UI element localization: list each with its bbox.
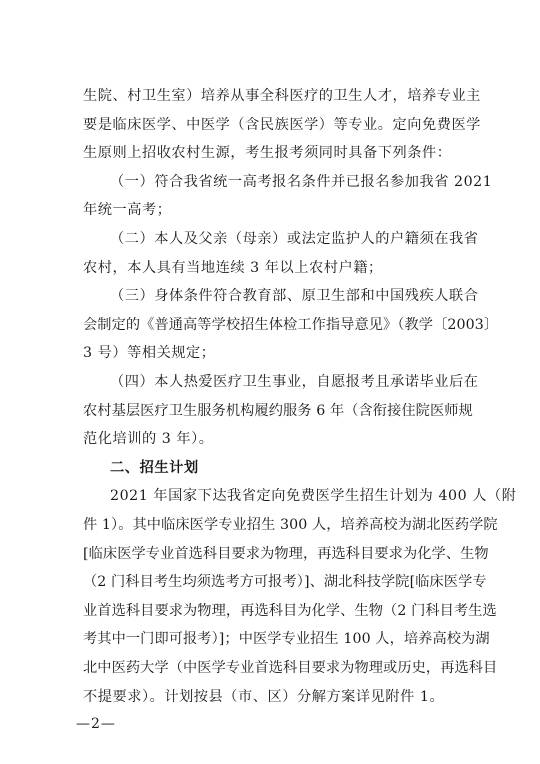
condition-1-line: （一）符合我省统一高考报名条件并已报名参加我省 2021: [110, 173, 493, 190]
condition-3-line: 会制定的《普通高等学校招生体检工作指导意见》（教学〔2003〕: [83, 316, 499, 333]
plan-paragraph-line: 考其中一门即可报考）]；中医学专业招生 100 人，培养高校为湖: [83, 631, 490, 648]
condition-2-line: （二）本人及父亲（母亲）或法定监护人的户籍须在我省: [110, 231, 479, 247]
page-number: —2—: [76, 716, 116, 732]
plan-paragraph-line: （2 门科目考生均须选考方可报考）]、湖北科技学院[临床医学专: [83, 574, 487, 591]
plan-paragraph-line: 件 1）。其中临床医学专业招生 300 人，培养高校为湖北医药学院: [83, 517, 498, 533]
plan-paragraph-line: 业首选科目要求为物理，再选科目为化学、生物（2 门科目考生选: [83, 602, 497, 619]
paragraph-line: 生原则上招收农村生源，考生报考须同时具备下列条件：: [83, 145, 452, 162]
plan-paragraph-line: [临床医学专业首选科目要求为物理，再选科目要求为化学、生物: [83, 545, 489, 562]
plan-paragraph-line: 北中医药大学（中医学专业首选科目要求为物理或历史，再选科目: [83, 660, 498, 676]
condition-3-line: 3 号）等相关规定；: [83, 345, 216, 362]
condition-3-line: （三）身体条件符合教育部、原卫生部和中国残疾人联合: [110, 288, 479, 305]
condition-4-line: 农村基层医疗卫生服务机构履约服务 6 年（含衔接住院医师规: [83, 402, 473, 419]
paragraph-line: 生院、村卫生室）培养从事全科医疗的卫生人才，培养专业主: [83, 88, 481, 104]
plan-paragraph-line: 不提要求）。计划按县（市、区）分解方案详见附件 1。: [83, 688, 445, 705]
plan-paragraph-line: 2021 年国家下达我省定向免费医学生招生计划为 400 人（附: [110, 488, 517, 505]
paragraph-line: 要是临床医学、中医学（含民族医学）等专业。定向免费医学: [83, 116, 481, 133]
condition-1-line: 年统一高考；: [83, 202, 172, 219]
condition-4-line: （四）本人热爱医疗卫生事业，自愿报考且承诺毕业后在: [110, 374, 479, 390]
section-heading: 二、招生计划: [110, 459, 199, 476]
condition-4-line: 范化培训的 3 年）。: [83, 431, 214, 448]
condition-2-line: 农村，本人具有当地连续 3 年以上农村户籍；: [83, 259, 383, 276]
